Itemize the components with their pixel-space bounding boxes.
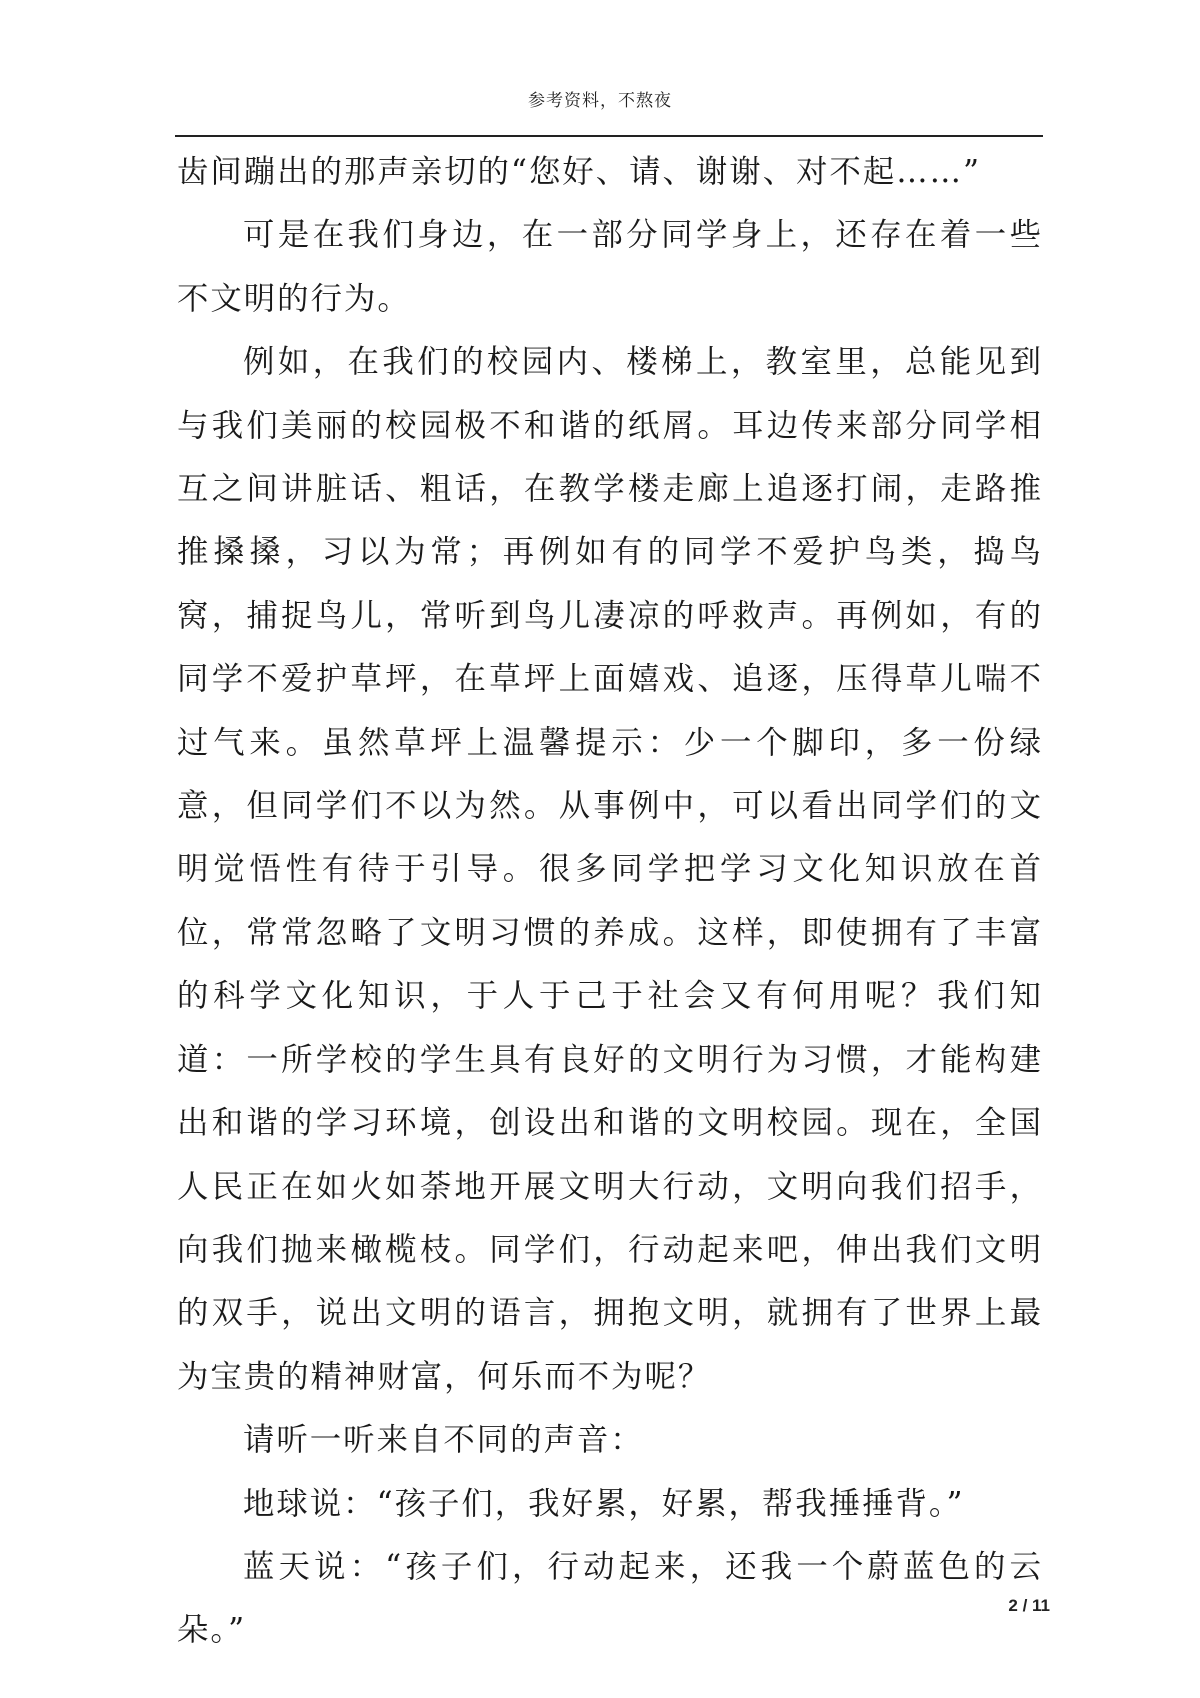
paragraph: 地球说：“孩子们，我好累，好累，帮我捶捶背。” xyxy=(243,1485,965,1522)
paragraph: 蓝天说：“孩子们，行动起来，还我一个蔚蓝色的云朵。” xyxy=(177,1548,1043,1649)
paragraph: 齿间蹦出的那声亲切的“您好、请、谢谢、对不起……” xyxy=(177,154,982,190)
paragraph: 例如，在我们的校园内、楼梯上，教室里，总能见到与我们美丽的校园极不和谐的纸屑。耳边传来部分同学相互之间讲脏话、粗话，在教学楼走廊上追逐打闹，走路推推搡搡，习以为常；再例如有的同学不爱护鸟类，捣鸟窝，捕捉鸟儿，常听到鸟儿凄凉的呼救声。再例如，有的同学不爱护草坪，在草坪上面嬉戏、追逐，压得草儿喘不过气来。虽然草坪上温馨提示：少一个脚印，多一份绿意，但同学们不以为然。从事例中，可以看出同学们的文明觉悟性有待于引导。很多同学把学习文化知识放在首位，常常忽略了文明习惯的养成。这样，即使拥有了丰富的科学文化知识，于人于己于社会又有何用呢？我们知道：一所学校的学生具有良好的文明行为习惯，才能构建出和谐的学习环境，创设出和谐的文明校园。现在，全国人民正在如火如荼地开展文明大行动，文明向我们招手，向我们抛来橄榄枝。同学们，行动起来吧，伸出我们文明的双手，说出文明的语言，拥抱文明，就拥有了世界上最为宝贵的精神财富，何乐而不为呢？ xyxy=(177,344,1043,1395)
document-body xyxy=(177,141,1043,1663)
page-header: 参考资料，不熬夜 xyxy=(528,91,672,111)
paragraph: 可是在我们身边，在一部分同学身上，还存在着一些不文明的行为。 xyxy=(177,217,1043,317)
header-divider xyxy=(175,135,1043,137)
page-number: 2 / 11 xyxy=(1008,1596,1050,1615)
paragraph: 请听一听来自不同的声音： xyxy=(243,1422,644,1459)
